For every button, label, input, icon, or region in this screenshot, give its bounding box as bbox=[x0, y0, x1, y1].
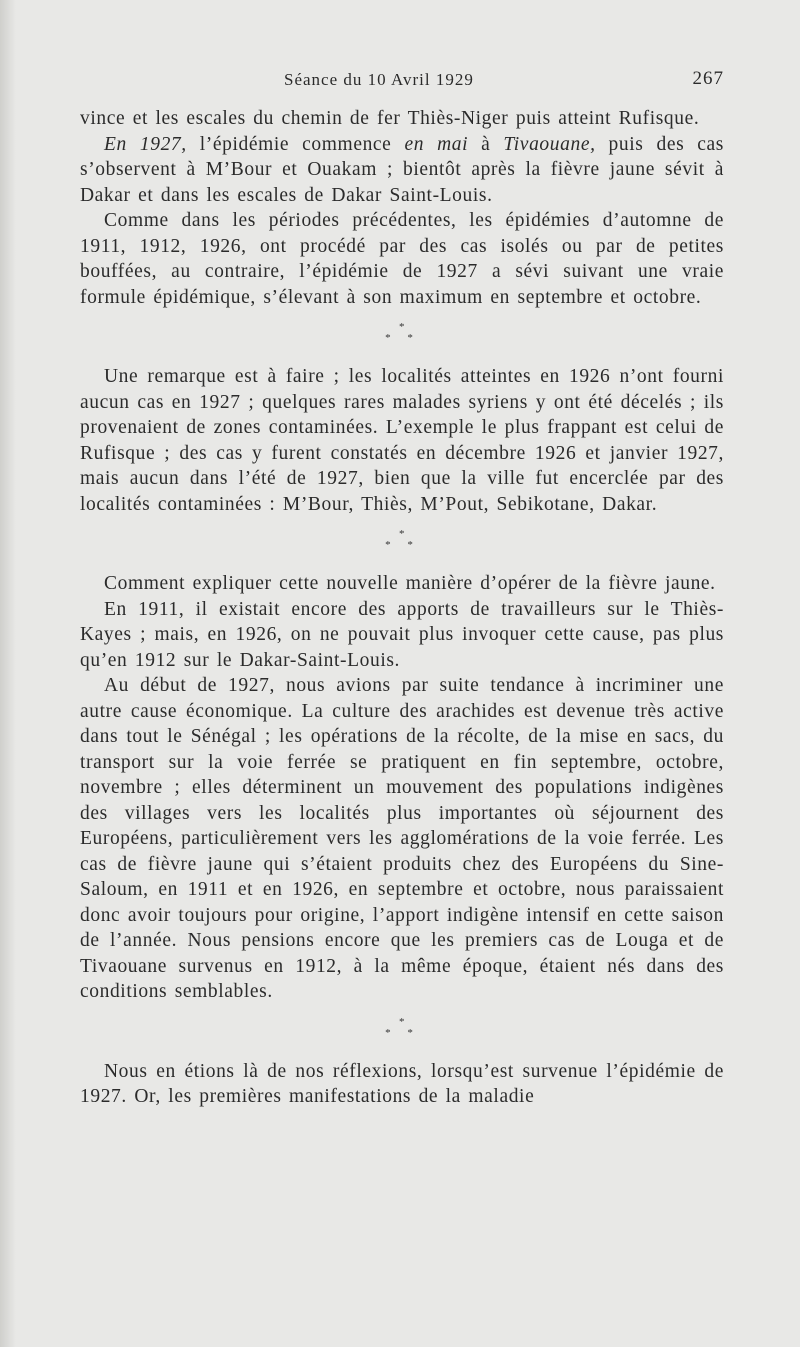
paragraph-2-text-b: à bbox=[468, 133, 504, 155]
asterism-bottom: * * bbox=[385, 539, 419, 551]
section-asterism-2 bbox=[80, 529, 724, 551]
asterism-top: * bbox=[398, 528, 406, 540]
paragraph-1: vince et les escales du chemin de fer Thiès-Niger puis atteint Rufisque. bbox=[80, 108, 700, 129]
paragraph-2-italic-month: en mai bbox=[404, 133, 469, 155]
running-title: Séance du 10 Avril 1929 bbox=[284, 70, 474, 89]
page-number: 267 bbox=[692, 68, 724, 89]
paragraph-6: En 1911, il existait encore des apports de travailleurs sur le Thiès-Kayes ; mais, en 1926, on ne pouvait plus invoquer cette cause, pas plus qu’en 1912 sur le Dakar-Saint-Louis. bbox=[80, 598, 724, 671]
paragraph-7: Au début de 1927, nous avions par suite tendance à incriminer une autre cause économique. La culture des arachides est devenue très active dans tout le Sénégal ; les opérations de la récolte, de la mise en sacs, du transport sur la voie ferrée se pratiquent en fin septembre, octobre, novembre ; elles déterminent un mouvement des populations indigènes des villages vers les localités plus importantes où séjournent des Européens, particulièrement vers les agglomérations de la voie ferrée. Les cas de fièvre jaune qui s’étaient produits chez des Européens du Sine-Saloum, en 1911 et en 1926, en septembre et octobre, nous paraissaient donc avoir toujours pour origine, l’apport indigène intensif en cette saison de l’année. Nous pensions encore que les premiers cas de Louga et de Tivaouane survenus en 1912, à la même époque, étaient nés dans des conditions semblables. bbox=[80, 675, 724, 1002]
paragraph-3: Comme dans les périodes précédentes, les épidémies d’automne de 1911, 1912, 1926, ont procédé par des cas isolés ou par de petites bouffées, au contraire, l’épidémie de 1927 a sévi suivant une vraie formule épidémique, s’élevant à son maximum en septembre et octobre. bbox=[80, 210, 724, 308]
asterism-bottom: * * bbox=[385, 332, 419, 344]
paragraph-2-text-a: l’épidémie commence bbox=[186, 133, 405, 155]
book-page bbox=[80, 62, 724, 1110]
paragraph-5: Comment expliquer cette nouvelle manière d’opérer de la fièvre jaune. bbox=[104, 573, 716, 594]
paragraph-2-text-c: puis des cas s’observent à M’Bour et Ouakam ; bientôt après la fièvre jaune sévit à Dakar et dans les escales de Dakar Saint-Louis. bbox=[80, 133, 724, 206]
paragraph-8: Nous en étions là de nos réflexions, lorsqu’est survenue l’épidémie de 1927. Or, les premières manifestations de la maladie bbox=[80, 1060, 724, 1107]
body-text bbox=[80, 106, 724, 1110]
paragraph-2-italic-place: Tivaouane, bbox=[503, 133, 596, 155]
running-header bbox=[80, 62, 724, 92]
paragraph-2-lead: En 1927, bbox=[104, 133, 187, 155]
asterism-top: * bbox=[398, 321, 406, 333]
paragraph-4: Une remarque est à faire ; les localités atteintes en 1926 n’ont fourni aucun cas en 1927 ; quelques rares malades syriens y ont été décelés ; ils provenaient de zones contaminées. L’exemple le plus frappant est celui de Rufisque ; des cas y furent constatés en décembre 1926 et janvier 1927, mais aucun dans l’été de 1927, bien que la ville fut encerclée par des localités contaminées : M’Bour, Thiès, M’Pout, Sebikotane, Dakar. bbox=[80, 366, 724, 515]
section-asterism-3 bbox=[80, 1017, 724, 1039]
paragraph-2 bbox=[80, 132, 724, 209]
asterism-bottom: * * bbox=[385, 1026, 419, 1039]
section-asterism-1 bbox=[80, 322, 724, 344]
page-edge bbox=[0, 0, 16, 1347]
asterism-top: * bbox=[398, 1015, 406, 1028]
